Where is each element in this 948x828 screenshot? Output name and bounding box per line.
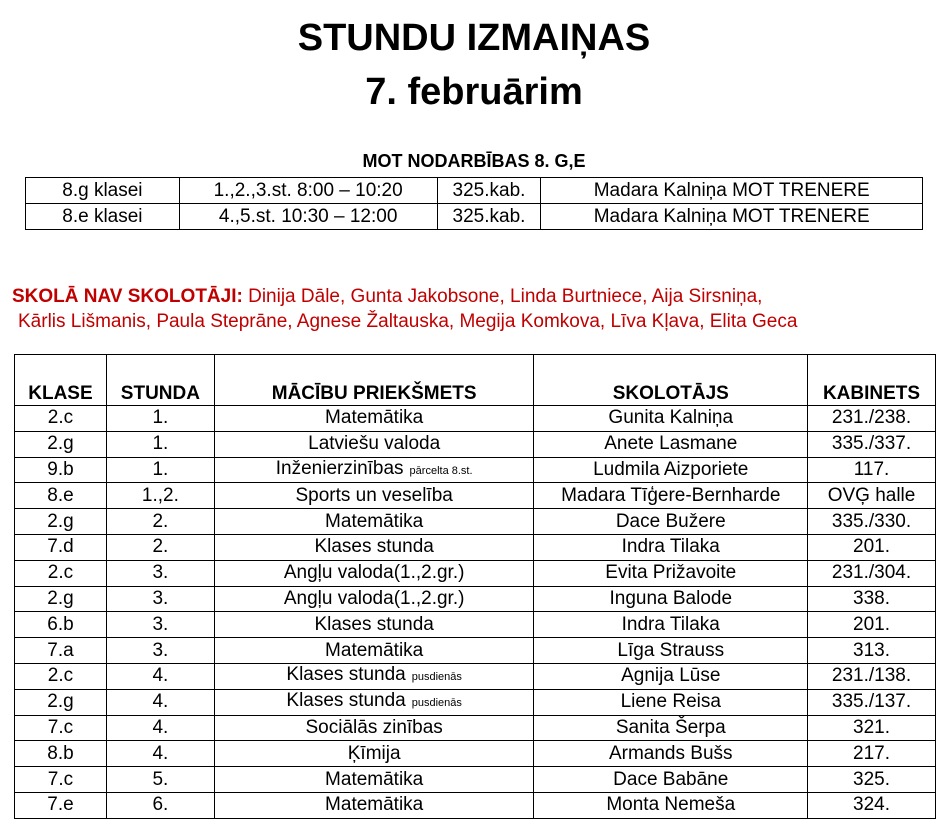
subject-cell: [214, 792, 534, 818]
table-row: [15, 586, 936, 612]
teacher-cell: Indra Tilaka: [534, 612, 808, 638]
stunda-cell: 3.: [106, 612, 214, 638]
subject-text: Matemātika: [325, 794, 424, 816]
teacher-cell: Inguna Balode: [534, 586, 808, 612]
room-cell: 325.: [808, 767, 936, 793]
stunda-cell: 5.: [106, 767, 214, 793]
subject-cell: [214, 689, 534, 715]
stunda-cell: 1.: [106, 457, 214, 483]
teacher-cell: Līga Strauss: [534, 638, 808, 664]
teacher-cell: Anete Lasmane: [534, 431, 808, 457]
room-cell: 324.: [808, 792, 936, 818]
teacher-cell: Sanita Šerpa: [534, 715, 808, 741]
klase-cell: 6.b: [15, 612, 107, 638]
subject-note: pusdienās: [411, 697, 462, 710]
teacher-cell: Armands Bušs: [534, 741, 808, 767]
table-row: [15, 767, 936, 793]
subject-note: pusdienās: [411, 671, 462, 684]
header-stunda: STUNDA: [106, 355, 214, 406]
table-row: [15, 431, 936, 457]
room-cell: 201.: [808, 612, 936, 638]
subject-text: Matemātika: [325, 407, 424, 429]
stunda-cell: 4.: [106, 663, 214, 689]
room-cell: 117.: [808, 457, 936, 483]
absent-teachers-label: SKOLĀ NAV SKOLOTĀJI:: [12, 286, 243, 307]
room-cell: 335./137.: [808, 689, 936, 715]
klase-cell: 2.c: [15, 406, 107, 432]
stunda-cell: 4.: [106, 715, 214, 741]
subject-text: Angļu valoda(1.,2.gr.): [283, 562, 465, 584]
klase-cell: 9.b: [15, 457, 107, 483]
stunda-cell: 4.: [106, 741, 214, 767]
subject-cell: [214, 586, 534, 612]
subject-text: Matemātika: [325, 510, 424, 532]
subject-note: pārcelta 8.st.: [409, 464, 473, 477]
subject-cell: [214, 406, 534, 432]
table-row: [15, 509, 936, 535]
room-cell: 313.: [808, 638, 936, 664]
page-title: STUNDU IZMAIŅAS: [297, 17, 651, 59]
table-row: [15, 406, 936, 432]
schedule-table: [14, 354, 936, 819]
subject-cell: [214, 457, 534, 483]
mot-row: [26, 178, 923, 204]
subject-text: Angļu valoda(1.,2.gr.): [283, 587, 465, 609]
table-row: [15, 663, 936, 689]
room-cell: 231./304.: [808, 560, 936, 586]
table-row: [15, 715, 936, 741]
klase-cell: 8.e: [15, 483, 107, 509]
stunda-cell: 6.: [106, 792, 214, 818]
subject-text: Klases stunda: [286, 664, 406, 686]
subject-text: Klases stunda: [314, 536, 434, 558]
subject-text: Klases stunda: [286, 690, 406, 712]
klase-cell: 2.g: [15, 689, 107, 715]
mot-time-cell: 1.,2.,3.st. 8:00 – 10:20: [179, 178, 437, 204]
room-cell: 335./337.: [808, 431, 936, 457]
table-row: [15, 792, 936, 818]
room-cell: 231./138.: [808, 663, 936, 689]
teacher-cell: Gunita Kalniņa: [534, 406, 808, 432]
room-cell: 321.: [808, 715, 936, 741]
mot-room-cell: 325.kab.: [437, 178, 541, 204]
teacher-cell: Agnija Lūse: [534, 663, 808, 689]
stunda-cell: 1.: [106, 431, 214, 457]
stunda-cell: 2.: [106, 534, 214, 560]
schedule-header-row: [15, 355, 936, 406]
header-klase: KLASE: [15, 355, 107, 406]
klase-cell: 2.g: [15, 586, 107, 612]
mot-row: [26, 204, 923, 230]
subject-cell: [214, 715, 534, 741]
absent-teachers-notice: [12, 284, 932, 334]
subject-cell: [214, 612, 534, 638]
subject-cell: [214, 534, 534, 560]
teacher-cell: Dace Babāne: [534, 767, 808, 793]
mot-time-cell: 4.,5.st. 10:30 – 12:00: [179, 204, 437, 230]
subject-text: Latviešu valoda: [308, 433, 441, 455]
klase-cell: 2.c: [15, 560, 107, 586]
header-room: KABINETS: [808, 355, 936, 406]
klase-cell: 2.g: [15, 431, 107, 457]
subject-text: Sports un veselība: [295, 484, 453, 506]
room-cell: 335./330.: [808, 509, 936, 535]
stunda-cell: 3.: [106, 586, 214, 612]
mot-room-cell: 325.kab.: [437, 204, 541, 230]
subject-text: Matemātika: [325, 768, 424, 790]
stunda-cell: 4.: [106, 689, 214, 715]
subject-cell: [214, 663, 534, 689]
klase-cell: 7.d: [15, 534, 107, 560]
subject-cell: [214, 560, 534, 586]
klase-cell: 2.g: [15, 509, 107, 535]
stunda-cell: 1.: [106, 406, 214, 432]
teacher-cell: Dace Bužere: [534, 509, 808, 535]
klase-cell: 2.c: [15, 663, 107, 689]
subject-text: Sociālās zinības: [305, 716, 443, 738]
header-subject: MĀCĪBU PRIEKŠMETS: [214, 355, 534, 406]
stunda-cell: 3.: [106, 638, 214, 664]
subject-cell: [214, 483, 534, 509]
stunda-cell: 1.,2.: [106, 483, 214, 509]
table-row: [15, 457, 936, 483]
teacher-cell: Madara Tīģere-Bernharde: [534, 483, 808, 509]
table-row: [15, 689, 936, 715]
teacher-cell: Ludmila Aizporiete: [534, 457, 808, 483]
table-row: [15, 560, 936, 586]
subject-cell: [214, 767, 534, 793]
teacher-cell: Indra Tilaka: [534, 534, 808, 560]
table-row: [15, 612, 936, 638]
room-cell: 231./238.: [808, 406, 936, 432]
room-cell: 201.: [808, 534, 936, 560]
subject-cell: [214, 638, 534, 664]
teacher-cell: Evita Prižavoite: [534, 560, 808, 586]
mot-class-cell: 8.e klasei: [26, 204, 180, 230]
klase-cell: 7.a: [15, 638, 107, 664]
subject-cell: [214, 509, 534, 535]
room-cell: 217.: [808, 741, 936, 767]
teacher-cell: Monta Nemeša: [534, 792, 808, 818]
stunda-cell: 3.: [106, 560, 214, 586]
klase-cell: 7.c: [15, 715, 107, 741]
mot-table: [25, 177, 923, 230]
klase-cell: 8.b: [15, 741, 107, 767]
table-row: [15, 638, 936, 664]
subject-text: Ķīmija: [347, 742, 401, 764]
table-row: [15, 483, 936, 509]
room-cell: OVĢ halle: [808, 483, 936, 509]
stunda-cell: 2.: [106, 509, 214, 535]
page-subtitle-date: 7. februārim: [365, 71, 583, 113]
klase-cell: 7.e: [15, 792, 107, 818]
mot-heading: MOT NODARBĪBAS 8. G,E: [362, 151, 586, 171]
subject-text: Inženierzinības: [275, 457, 404, 479]
mot-teacher-cell: Madara Kalniņa MOT TRENERE: [541, 204, 923, 230]
teacher-cell: Liene Reisa: [534, 689, 808, 715]
subject-text: Matemātika: [325, 639, 424, 661]
absent-teachers-list-line1: Dinija Dāle, Gunta Jakobsone, Linda Burtniece, Aija Sirsniņa,: [242, 286, 763, 307]
subject-text: Klases stunda: [314, 613, 434, 635]
mot-teacher-cell: Madara Kalniņa MOT TRENERE: [541, 178, 923, 204]
room-cell: 338.: [808, 586, 936, 612]
absent-teachers-list-line2: Kārlis Lišmanis, Paula Steprāne, Agnese Žaltauska, Megija Komkova, Līva Kļava, Elita Geca: [18, 311, 798, 332]
subject-cell: [214, 431, 534, 457]
subject-cell: [214, 741, 534, 767]
mot-class-cell: 8.g klasei: [26, 178, 180, 204]
header-teacher: SKOLOTĀJS: [534, 355, 808, 406]
table-row: [15, 534, 936, 560]
klase-cell: 7.c: [15, 767, 107, 793]
table-row: [15, 741, 936, 767]
